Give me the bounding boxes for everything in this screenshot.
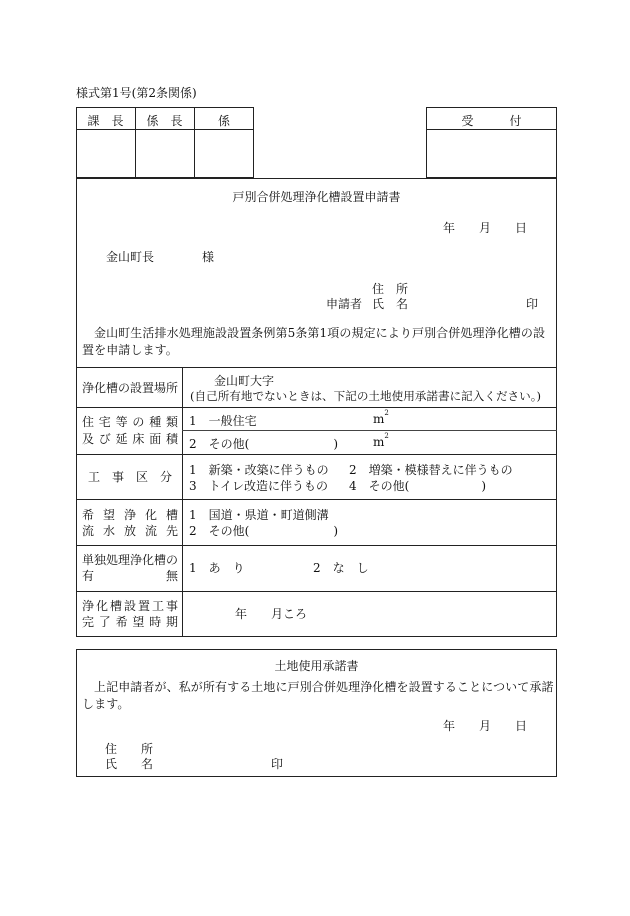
work-type-label: 工 事 区 分 — [87, 470, 172, 484]
house-type-opt-2: 2 その他( ) — [189, 437, 338, 451]
location-note: (自己所有地でないときは、下記の土地使用承諾書に記入ください。) — [190, 389, 542, 403]
discharge-opt-2: 2 その他( ) — [189, 524, 338, 538]
application-body: 金山町生活排水処理施設設置条例第5条第1項の規定により戸別合併処理浄化槽の設置を申請します。 — [82, 326, 546, 357]
work-type-opt-3: 3 トイレ改造に伴うもの — [189, 479, 329, 493]
form-number: 様式第1号(第2条関係) — [76, 86, 197, 100]
work-type-opt-4: 4 その他( ) — [349, 479, 486, 493]
single-tank-opt-1: 1 あ り — [189, 561, 245, 575]
discharge-label-2: 流水放流先 — [82, 524, 178, 538]
land-consent-seal: 印 — [271, 757, 284, 771]
applicant-prefix: 申請者 — [326, 297, 363, 311]
discharge-label-1: 希望浄化槽 — [82, 508, 178, 522]
area-unit-1: $m^2$ — [373, 409, 389, 426]
completion-value: 年 月ころ — [235, 607, 308, 621]
house-type-opt-1: 1 一般住宅 — [189, 414, 257, 428]
land-consent-name-label: 氏 名 — [105, 757, 154, 771]
single-tank-label-2b: 無 — [166, 569, 179, 583]
completion-label-2: 完了希望時期 — [82, 615, 178, 629]
discharge-opt-1: 1 国道・県道・町道側溝 — [189, 508, 329, 522]
work-type-opt-2: 2 増築・模様替えに伴うもの — [349, 463, 513, 477]
addressee: 金山町長 様 — [106, 250, 215, 264]
land-consent-date: 年 月 日 — [443, 719, 528, 733]
land-consent-address-label: 住 所 — [105, 742, 154, 756]
area-unit-2: $m^2$ — [373, 432, 389, 449]
location-value: 金山町大字 — [214, 374, 275, 388]
house-type-label-2: 及び延床面積 — [82, 432, 178, 446]
name-label: 氏 名 — [372, 297, 409, 311]
land-consent-title: 土地使用承諾書 — [274, 659, 359, 673]
address-label: 住 所 — [372, 282, 409, 296]
house-type-label-1: 住宅等の種類 — [82, 415, 178, 429]
single-tank-label-1: 単独処理浄化槽の — [82, 553, 179, 567]
seal-mark: 印 — [526, 297, 539, 311]
location-label: 浄化槽の設置場所 — [82, 381, 179, 395]
kakari-label: 係 — [217, 114, 230, 128]
land-consent-body: 上記申請者が、私が所有する土地に戸別合併処理浄化槽を設置することについて承諾します。 — [82, 680, 554, 711]
work-type-opt-1: 1 新築・改築に伴うもの — [189, 463, 329, 477]
kacho-label: 課 長 — [87, 114, 124, 128]
application-date: 年 月 日 — [443, 221, 528, 235]
single-tank-label-2a: 有 — [82, 569, 95, 583]
single-tank-opt-2: 2 な し — [313, 561, 369, 575]
receipt-label: 受 付 — [461, 114, 522, 128]
application-title: 戸別合併処理浄化槽設置申請書 — [232, 190, 401, 204]
completion-label-1: 浄化槽設置工事 — [82, 599, 178, 613]
kakaricho-label: 係 長 — [146, 114, 183, 128]
